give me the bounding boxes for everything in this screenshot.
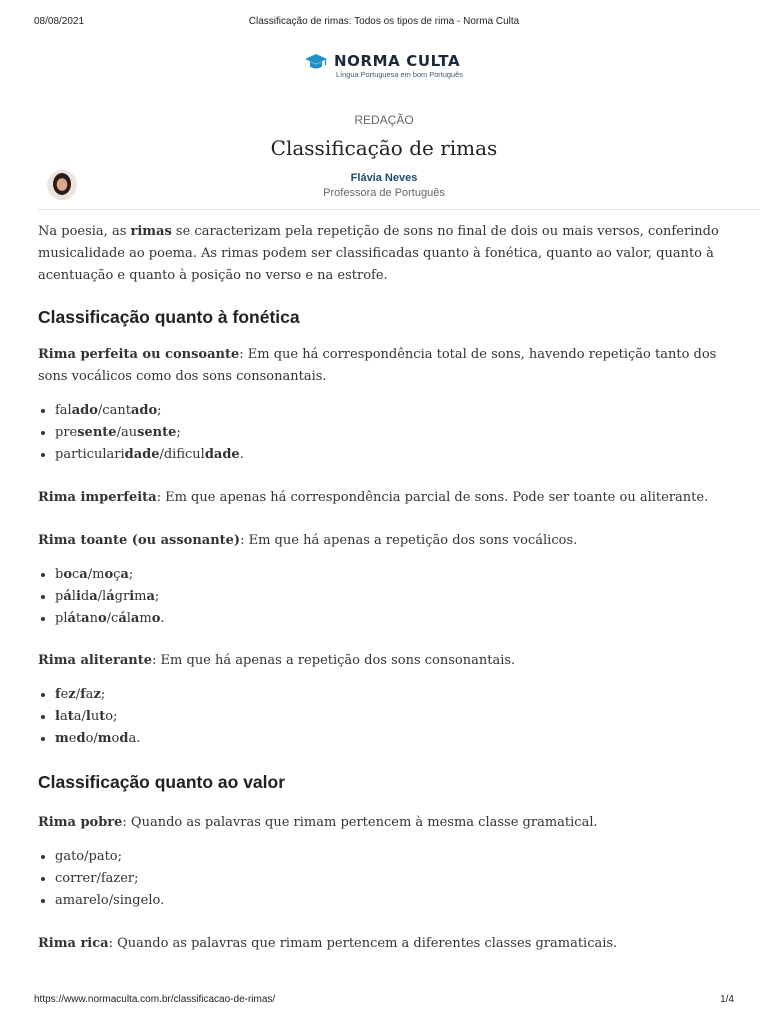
example-item: • falado/cantado;	[55, 400, 738, 422]
article-body	[38, 221, 738, 955]
author-role: Professora de Português	[323, 187, 445, 199]
example-item: • plátano/cálamo.	[55, 608, 738, 630]
site-logo[interactable]	[0, 52, 768, 86]
definition-rima-pobre: Rima pobre: Quando as palavras que rimam pertencem à mesma classe gramatical.	[38, 815, 598, 830]
definition-rima-perfeita: Rima perfeita ou consoante: Em que há correspondência total de sons, havendo repetição tanto dos sons vocálicos como dos sons consonantais.	[38, 347, 717, 384]
section-heading-valor: Classificação quanto ao valor	[38, 772, 286, 792]
graduation-cap-icon	[304, 52, 328, 72]
example-item: • amarelo/singelo.	[55, 890, 738, 912]
definition-rima-imperfeita: Rima imperfeita: Em que apenas há correspondência parcial de sons. Pode ser toante ou aliterante.	[38, 490, 709, 505]
print-date: 08/08/2021	[34, 16, 85, 27]
article-category[interactable]: REDAÇÃO	[354, 113, 414, 127]
print-document-title: Classificação de rimas: Todos os tipos de rima - Norma Culta	[248, 16, 520, 27]
brand-tagline: Língua Portuguesa em bom Português	[336, 70, 463, 79]
example-item: • lata/luto;	[55, 706, 738, 728]
example-item: • gato/pato;	[55, 846, 738, 868]
examples-rima-toante	[38, 564, 738, 630]
print-url[interactable]: https://www.normaculta.com.br/classificacao-de-rimas/	[34, 994, 276, 1005]
section-heading-fonetica: Classificação quanto à fonética	[38, 307, 300, 327]
header-divider	[38, 209, 760, 210]
definition-rima-toante: Rima toante (ou assonante): Em que há apenas a repetição dos sons vocálicos.	[38, 533, 578, 548]
print-header	[0, 16, 768, 30]
example-item: • boca/moça;	[55, 564, 738, 586]
intro-paragraph: Na poesia, as rimas se caracterizam pela repetição de sons no final de dois ou mais versos, conferindo musicalidade ao poema. As rimas podem ser classificadas quanto à fonética, quanto ao valor, quanto à acentuação e quanto à posição no verso e na estrofe.	[38, 224, 719, 283]
example-item: • presente/ausente;	[55, 422, 738, 444]
brand-name: NORMA CULTA	[334, 52, 461, 70]
example-item: • medo/moda.	[55, 728, 738, 750]
example-item: • pálida/lágrima;	[55, 586, 738, 608]
page-title: Classificação de rimas	[270, 136, 498, 160]
examples-rima-pobre	[38, 846, 738, 912]
example-item: • particularidade/dificuldade.	[55, 444, 738, 466]
print-page-number: 1/4	[720, 994, 734, 1005]
definition-rima-rica: Rima rica: Quando as palavras que rimam pertencem a diferentes classes gramaticais.	[38, 936, 618, 951]
example-item: • correr/fazer;	[55, 868, 738, 890]
examples-rima-aliterante	[38, 684, 738, 750]
example-item: • fez/faz;	[55, 684, 738, 706]
definition-rima-aliterante: Rima aliterante: Em que há apenas a repetição dos sons consonantais.	[38, 653, 516, 668]
examples-rima-perfeita	[38, 400, 738, 466]
author-name[interactable]: Flávia Neves	[350, 172, 418, 184]
